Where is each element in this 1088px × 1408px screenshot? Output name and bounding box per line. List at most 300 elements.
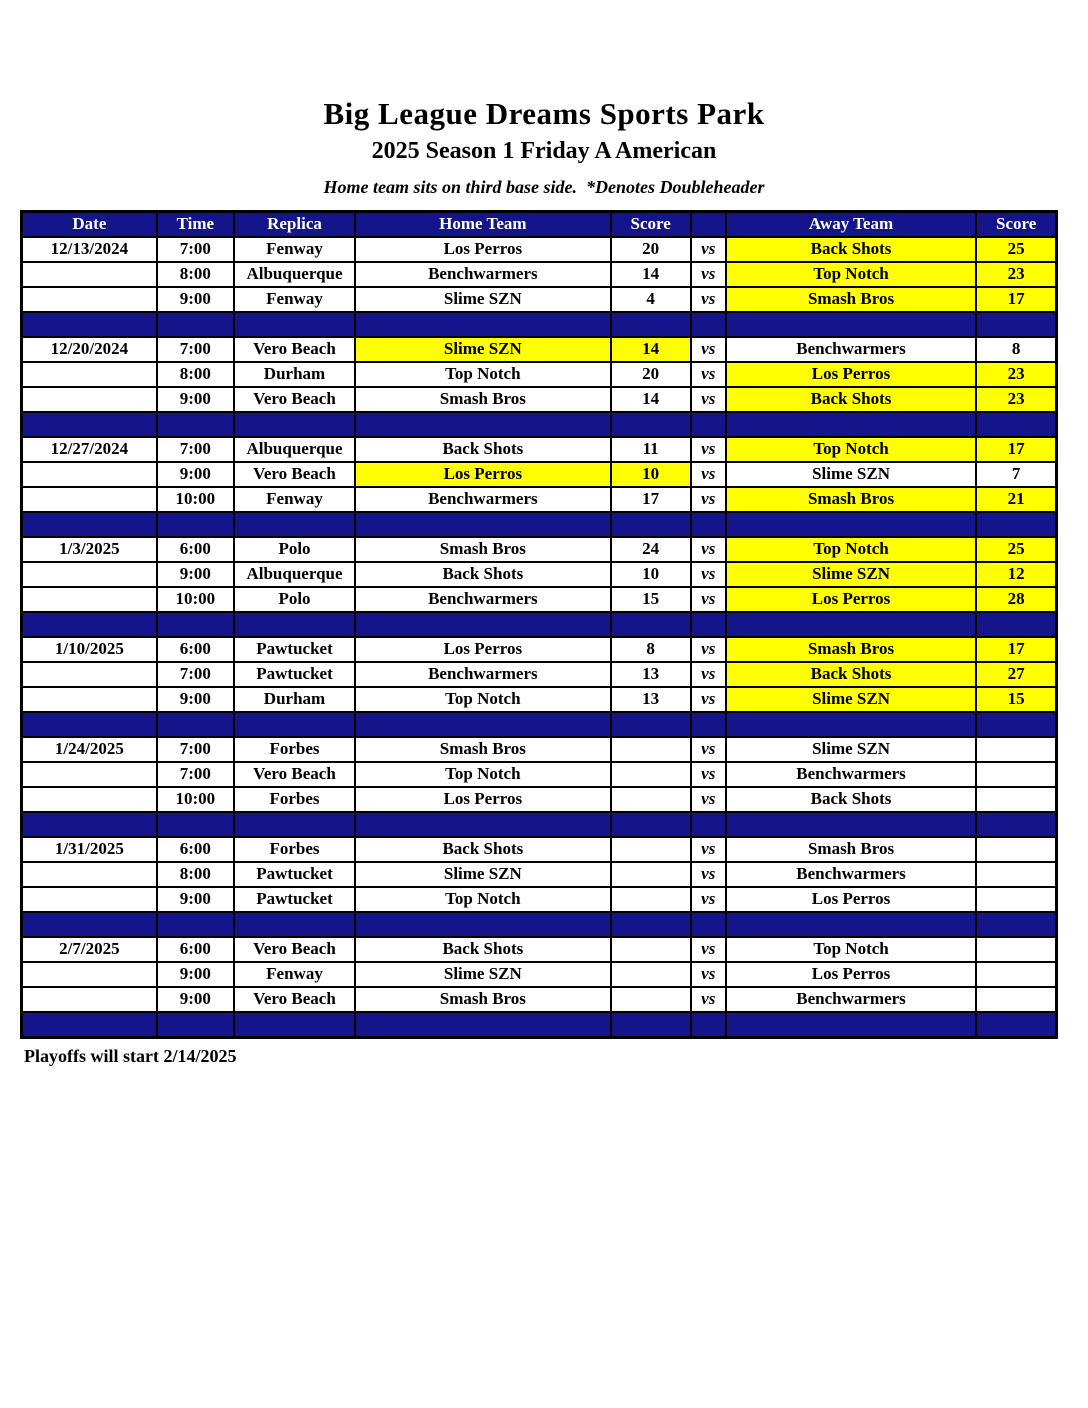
- separator-cell: [726, 512, 976, 537]
- home-score-cell: 14: [611, 337, 691, 362]
- vs-cell: vs: [691, 962, 726, 987]
- home-team-cell: Top Notch: [355, 362, 610, 387]
- away-score-cell: [976, 837, 1056, 862]
- game-row: [22, 737, 1057, 762]
- game-row: [22, 387, 1057, 412]
- home-score-cell: [611, 962, 691, 987]
- separator-row: [22, 512, 1057, 537]
- date-cell: 2/7/2025: [22, 937, 157, 962]
- away-team-cell: Smash Bros: [726, 837, 976, 862]
- away-team-cell: Slime SZN: [726, 462, 976, 487]
- time-cell: 9:00: [157, 287, 234, 312]
- separator-cell: [157, 912, 234, 937]
- home-team-cell: Los Perros: [355, 462, 610, 487]
- game-row: [22, 537, 1057, 562]
- vs-cell: vs: [691, 637, 726, 662]
- separator-cell: [726, 412, 976, 437]
- separator-cell: [22, 1012, 157, 1038]
- home-score-cell: 20: [611, 362, 691, 387]
- separator-cell: [691, 912, 726, 937]
- vs-cell: vs: [691, 337, 726, 362]
- home-score-cell: 24: [611, 537, 691, 562]
- schedule-table: [20, 210, 1058, 1039]
- separator-cell: [22, 512, 157, 537]
- separator-row: [22, 912, 1057, 937]
- separator-cell: [726, 312, 976, 337]
- away-score-cell: [976, 962, 1056, 987]
- away-score-cell: [976, 862, 1056, 887]
- away-score-cell: [976, 762, 1056, 787]
- away-score-cell: 25: [976, 237, 1056, 262]
- replica-cell: Albuquerque: [234, 562, 355, 587]
- separator-cell: [691, 412, 726, 437]
- vs-cell: vs: [691, 987, 726, 1012]
- page-note: Home team sits on third base side. *Denotes Doubleheader: [323, 177, 765, 197]
- vs-cell: vs: [691, 462, 726, 487]
- home-team-cell: Slime SZN: [355, 337, 610, 362]
- time-cell: 7:00: [157, 437, 234, 462]
- home-team-cell: Benchwarmers: [355, 487, 610, 512]
- away-score-cell: [976, 737, 1056, 762]
- column-header-vs: [691, 212, 726, 238]
- column-header-time: Time: [157, 212, 234, 238]
- separator-row: [22, 1012, 1057, 1038]
- game-row: [22, 987, 1057, 1012]
- replica-cell: Forbes: [234, 837, 355, 862]
- separator-cell: [234, 412, 355, 437]
- home-team-cell: Smash Bros: [355, 387, 610, 412]
- vs-cell: vs: [691, 762, 726, 787]
- date-cell: [22, 962, 157, 987]
- page-title: Big League Dreams Sports Park: [323, 96, 765, 131]
- time-cell: 7:00: [157, 762, 234, 787]
- replica-cell: Pawtucket: [234, 662, 355, 687]
- home-score-cell: 10: [611, 462, 691, 487]
- away-team-cell: Slime SZN: [726, 562, 976, 587]
- home-score-cell: [611, 887, 691, 912]
- vs-cell: vs: [691, 287, 726, 312]
- vs-cell: vs: [691, 237, 726, 262]
- separator-cell: [22, 712, 157, 737]
- home-score-cell: [611, 987, 691, 1012]
- replica-cell: Fenway: [234, 487, 355, 512]
- game-row: [22, 562, 1057, 587]
- away-team-cell: Back Shots: [726, 387, 976, 412]
- game-row: [22, 762, 1057, 787]
- column-header-home-team: Home Team: [355, 212, 610, 238]
- date-cell: 1/31/2025: [22, 837, 157, 862]
- home-score-cell: 8: [611, 637, 691, 662]
- time-cell: 9:00: [157, 987, 234, 1012]
- replica-cell: Fenway: [234, 962, 355, 987]
- separator-cell: [157, 812, 234, 837]
- separator-cell: [355, 912, 610, 937]
- separator-cell: [611, 512, 691, 537]
- home-team-cell: Back Shots: [355, 837, 610, 862]
- vs-cell: vs: [691, 387, 726, 412]
- separator-row: [22, 412, 1057, 437]
- separator-cell: [22, 612, 157, 637]
- replica-cell: Pawtucket: [234, 862, 355, 887]
- schedule-body: [22, 237, 1057, 1038]
- time-cell: 7:00: [157, 237, 234, 262]
- home-team-cell: Top Notch: [355, 687, 610, 712]
- separator-row: [22, 312, 1057, 337]
- separator-cell: [976, 612, 1056, 637]
- away-team-cell: Top Notch: [726, 262, 976, 287]
- replica-cell: Pawtucket: [234, 637, 355, 662]
- away-team-cell: Back Shots: [726, 662, 976, 687]
- separator-cell: [691, 1012, 726, 1038]
- vs-cell: vs: [691, 862, 726, 887]
- replica-cell: Albuquerque: [234, 437, 355, 462]
- home-team-cell: Back Shots: [355, 937, 610, 962]
- replica-cell: Vero Beach: [234, 762, 355, 787]
- vs-cell: vs: [691, 437, 726, 462]
- away-team-cell: Benchwarmers: [726, 987, 976, 1012]
- home-team-cell: Benchwarmers: [355, 662, 610, 687]
- time-cell: 8:00: [157, 262, 234, 287]
- date-cell: [22, 887, 157, 912]
- separator-cell: [22, 812, 157, 837]
- away-score-cell: 21: [976, 487, 1056, 512]
- away-score-cell: 17: [976, 437, 1056, 462]
- game-row: [22, 837, 1057, 862]
- separator-cell: [157, 712, 234, 737]
- time-cell: 6:00: [157, 537, 234, 562]
- home-team-cell: Los Perros: [355, 637, 610, 662]
- away-score-cell: 25: [976, 537, 1056, 562]
- column-header-away-score: Score: [976, 212, 1056, 238]
- away-score-cell: 12: [976, 562, 1056, 587]
- separator-cell: [355, 612, 610, 637]
- date-cell: 12/13/2024: [22, 237, 157, 262]
- date-cell: [22, 287, 157, 312]
- separator-cell: [22, 312, 157, 337]
- vs-cell: vs: [691, 487, 726, 512]
- home-score-cell: 17: [611, 487, 691, 512]
- replica-cell: Vero Beach: [234, 937, 355, 962]
- time-cell: 9:00: [157, 387, 234, 412]
- separator-cell: [726, 812, 976, 837]
- home-score-cell: 10: [611, 562, 691, 587]
- separator-cell: [355, 812, 610, 837]
- game-row: [22, 262, 1057, 287]
- playoffs-note: Playoffs will start 2/14/2025: [24, 1046, 237, 1066]
- separator-cell: [234, 812, 355, 837]
- separator-row: [22, 612, 1057, 637]
- game-row: [22, 337, 1057, 362]
- separator-cell: [234, 912, 355, 937]
- home-team-cell: Los Perros: [355, 237, 610, 262]
- header-row: [22, 212, 1057, 238]
- game-row: [22, 637, 1057, 662]
- game-row: [22, 937, 1057, 962]
- separator-cell: [22, 912, 157, 937]
- home-score-cell: [611, 737, 691, 762]
- home-team-cell: Back Shots: [355, 562, 610, 587]
- vs-cell: vs: [691, 887, 726, 912]
- away-team-cell: Benchwarmers: [726, 862, 976, 887]
- away-team-cell: Los Perros: [726, 587, 976, 612]
- vs-cell: vs: [691, 937, 726, 962]
- date-cell: 1/10/2025: [22, 637, 157, 662]
- game-row: [22, 887, 1057, 912]
- date-cell: 1/3/2025: [22, 537, 157, 562]
- away-score-cell: 23: [976, 262, 1056, 287]
- away-score-cell: 7: [976, 462, 1056, 487]
- game-row: [22, 587, 1057, 612]
- away-team-cell: Back Shots: [726, 237, 976, 262]
- away-score-cell: 17: [976, 287, 1056, 312]
- game-row: [22, 787, 1057, 812]
- replica-cell: Forbes: [234, 737, 355, 762]
- date-cell: 12/27/2024: [22, 437, 157, 462]
- separator-cell: [976, 812, 1056, 837]
- home-score-cell: [611, 862, 691, 887]
- separator-cell: [976, 912, 1056, 937]
- separator-cell: [611, 812, 691, 837]
- separator-cell: [611, 612, 691, 637]
- date-cell: [22, 662, 157, 687]
- replica-cell: Polo: [234, 537, 355, 562]
- game-row: [22, 462, 1057, 487]
- date-cell: [22, 862, 157, 887]
- home-team-cell: Smash Bros: [355, 537, 610, 562]
- game-row: [22, 287, 1057, 312]
- date-cell: [22, 687, 157, 712]
- replica-cell: Vero Beach: [234, 337, 355, 362]
- separator-cell: [157, 312, 234, 337]
- time-cell: 7:00: [157, 337, 234, 362]
- page-header: [0, 0, 1088, 198]
- game-row: [22, 687, 1057, 712]
- separator-cell: [157, 612, 234, 637]
- home-score-cell: 13: [611, 662, 691, 687]
- vs-cell: vs: [691, 737, 726, 762]
- separator-cell: [355, 312, 610, 337]
- vs-cell: vs: [691, 587, 726, 612]
- time-cell: 10:00: [157, 787, 234, 812]
- game-row: [22, 487, 1057, 512]
- away-team-cell: Top Notch: [726, 537, 976, 562]
- separator-cell: [611, 912, 691, 937]
- time-cell: 9:00: [157, 962, 234, 987]
- home-team-cell: Slime SZN: [355, 862, 610, 887]
- home-score-cell: 13: [611, 687, 691, 712]
- home-team-cell: Smash Bros: [355, 737, 610, 762]
- time-cell: 7:00: [157, 737, 234, 762]
- separator-row: [22, 812, 1057, 837]
- date-cell: [22, 787, 157, 812]
- separator-cell: [157, 412, 234, 437]
- game-row: [22, 437, 1057, 462]
- game-row: [22, 662, 1057, 687]
- replica-cell: Fenway: [234, 287, 355, 312]
- vs-cell: vs: [691, 537, 726, 562]
- separator-cell: [976, 1012, 1056, 1038]
- home-team-cell: Top Notch: [355, 762, 610, 787]
- away-score-cell: 23: [976, 362, 1056, 387]
- vs-cell: vs: [691, 787, 726, 812]
- game-row: [22, 962, 1057, 987]
- replica-cell: Durham: [234, 362, 355, 387]
- home-team-cell: Slime SZN: [355, 962, 610, 987]
- time-cell: 9:00: [157, 562, 234, 587]
- date-cell: [22, 387, 157, 412]
- time-cell: 7:00: [157, 662, 234, 687]
- home-team-cell: Los Perros: [355, 787, 610, 812]
- time-cell: 8:00: [157, 362, 234, 387]
- replica-cell: Polo: [234, 587, 355, 612]
- home-team-cell: Benchwarmers: [355, 587, 610, 612]
- home-team-cell: Top Notch: [355, 887, 610, 912]
- separator-cell: [691, 612, 726, 637]
- separator-cell: [726, 912, 976, 937]
- vs-cell: vs: [691, 262, 726, 287]
- separator-cell: [726, 712, 976, 737]
- separator-cell: [157, 512, 234, 537]
- home-score-cell: [611, 787, 691, 812]
- away-score-cell: 8: [976, 337, 1056, 362]
- home-score-cell: [611, 837, 691, 862]
- date-cell: [22, 587, 157, 612]
- separator-cell: [976, 312, 1056, 337]
- separator-cell: [976, 412, 1056, 437]
- away-score-cell: 27: [976, 662, 1056, 687]
- away-team-cell: Back Shots: [726, 787, 976, 812]
- home-score-cell: 11: [611, 437, 691, 462]
- separator-cell: [976, 512, 1056, 537]
- home-score-cell: 4: [611, 287, 691, 312]
- home-score-cell: 14: [611, 262, 691, 287]
- vs-cell: vs: [691, 562, 726, 587]
- time-cell: 10:00: [157, 587, 234, 612]
- time-cell: 9:00: [157, 887, 234, 912]
- vs-cell: vs: [691, 662, 726, 687]
- time-cell: 6:00: [157, 637, 234, 662]
- separator-cell: [691, 712, 726, 737]
- replica-cell: Vero Beach: [234, 987, 355, 1012]
- separator-cell: [726, 612, 976, 637]
- home-team-cell: Smash Bros: [355, 987, 610, 1012]
- separator-cell: [234, 712, 355, 737]
- column-header-home-score: Score: [611, 212, 691, 238]
- away-score-cell: [976, 887, 1056, 912]
- separator-cell: [22, 412, 157, 437]
- home-team-cell: Slime SZN: [355, 287, 610, 312]
- separator-cell: [234, 512, 355, 537]
- home-score-cell: [611, 937, 691, 962]
- separator-cell: [157, 1012, 234, 1038]
- date-cell: 12/20/2024: [22, 337, 157, 362]
- time-cell: 6:00: [157, 837, 234, 862]
- home-score-cell: 15: [611, 587, 691, 612]
- home-team-cell: Benchwarmers: [355, 262, 610, 287]
- time-cell: 10:00: [157, 487, 234, 512]
- time-cell: 9:00: [157, 687, 234, 712]
- away-team-cell: Smash Bros: [726, 637, 976, 662]
- page-subtitle: 2025 Season 1 Friday A American: [371, 138, 717, 164]
- away-score-cell: 23: [976, 387, 1056, 412]
- home-score-cell: 20: [611, 237, 691, 262]
- away-team-cell: Slime SZN: [726, 737, 976, 762]
- away-score-cell: [976, 937, 1056, 962]
- separator-cell: [611, 712, 691, 737]
- separator-cell: [355, 712, 610, 737]
- replica-cell: Albuquerque: [234, 262, 355, 287]
- separator-cell: [355, 512, 610, 537]
- column-header-replica: Replica: [234, 212, 355, 238]
- replica-cell: Vero Beach: [234, 387, 355, 412]
- column-header-date: Date: [22, 212, 157, 238]
- away-team-cell: Benchwarmers: [726, 762, 976, 787]
- vs-cell: vs: [691, 687, 726, 712]
- time-cell: 6:00: [157, 937, 234, 962]
- replica-cell: Durham: [234, 687, 355, 712]
- away-score-cell: 28: [976, 587, 1056, 612]
- separator-cell: [611, 412, 691, 437]
- away-team-cell: Top Notch: [726, 437, 976, 462]
- game-row: [22, 862, 1057, 887]
- separator-row: [22, 712, 1057, 737]
- date-cell: [22, 462, 157, 487]
- date-cell: [22, 262, 157, 287]
- game-row: [22, 362, 1057, 387]
- replica-cell: Pawtucket: [234, 887, 355, 912]
- date-cell: [22, 487, 157, 512]
- date-cell: 1/24/2025: [22, 737, 157, 762]
- vs-cell: vs: [691, 837, 726, 862]
- separator-cell: [726, 1012, 976, 1038]
- separator-cell: [691, 512, 726, 537]
- separator-cell: [234, 312, 355, 337]
- separator-cell: [234, 1012, 355, 1038]
- time-cell: 8:00: [157, 862, 234, 887]
- replica-cell: Forbes: [234, 787, 355, 812]
- away-team-cell: Benchwarmers: [726, 337, 976, 362]
- away-score-cell: [976, 987, 1056, 1012]
- home-team-cell: Back Shots: [355, 437, 610, 462]
- away-team-cell: Los Perros: [726, 362, 976, 387]
- away-team-cell: Smash Bros: [726, 487, 976, 512]
- replica-cell: Fenway: [234, 237, 355, 262]
- column-header-away-team: Away Team: [726, 212, 976, 238]
- away-score-cell: [976, 787, 1056, 812]
- date-cell: [22, 562, 157, 587]
- separator-cell: [611, 312, 691, 337]
- time-cell: 9:00: [157, 462, 234, 487]
- away-team-cell: Slime SZN: [726, 687, 976, 712]
- date-cell: [22, 762, 157, 787]
- away-team-cell: Top Notch: [726, 937, 976, 962]
- vs-cell: vs: [691, 362, 726, 387]
- away-team-cell: Los Perros: [726, 962, 976, 987]
- separator-cell: [355, 412, 610, 437]
- separator-cell: [611, 1012, 691, 1038]
- separator-cell: [691, 312, 726, 337]
- away-team-cell: Smash Bros: [726, 287, 976, 312]
- replica-cell: Vero Beach: [234, 462, 355, 487]
- separator-cell: [234, 612, 355, 637]
- away-score-cell: 17: [976, 637, 1056, 662]
- home-score-cell: 14: [611, 387, 691, 412]
- separator-cell: [976, 712, 1056, 737]
- separator-cell: [691, 812, 726, 837]
- away-team-cell: Los Perros: [726, 887, 976, 912]
- date-cell: [22, 987, 157, 1012]
- away-score-cell: 15: [976, 687, 1056, 712]
